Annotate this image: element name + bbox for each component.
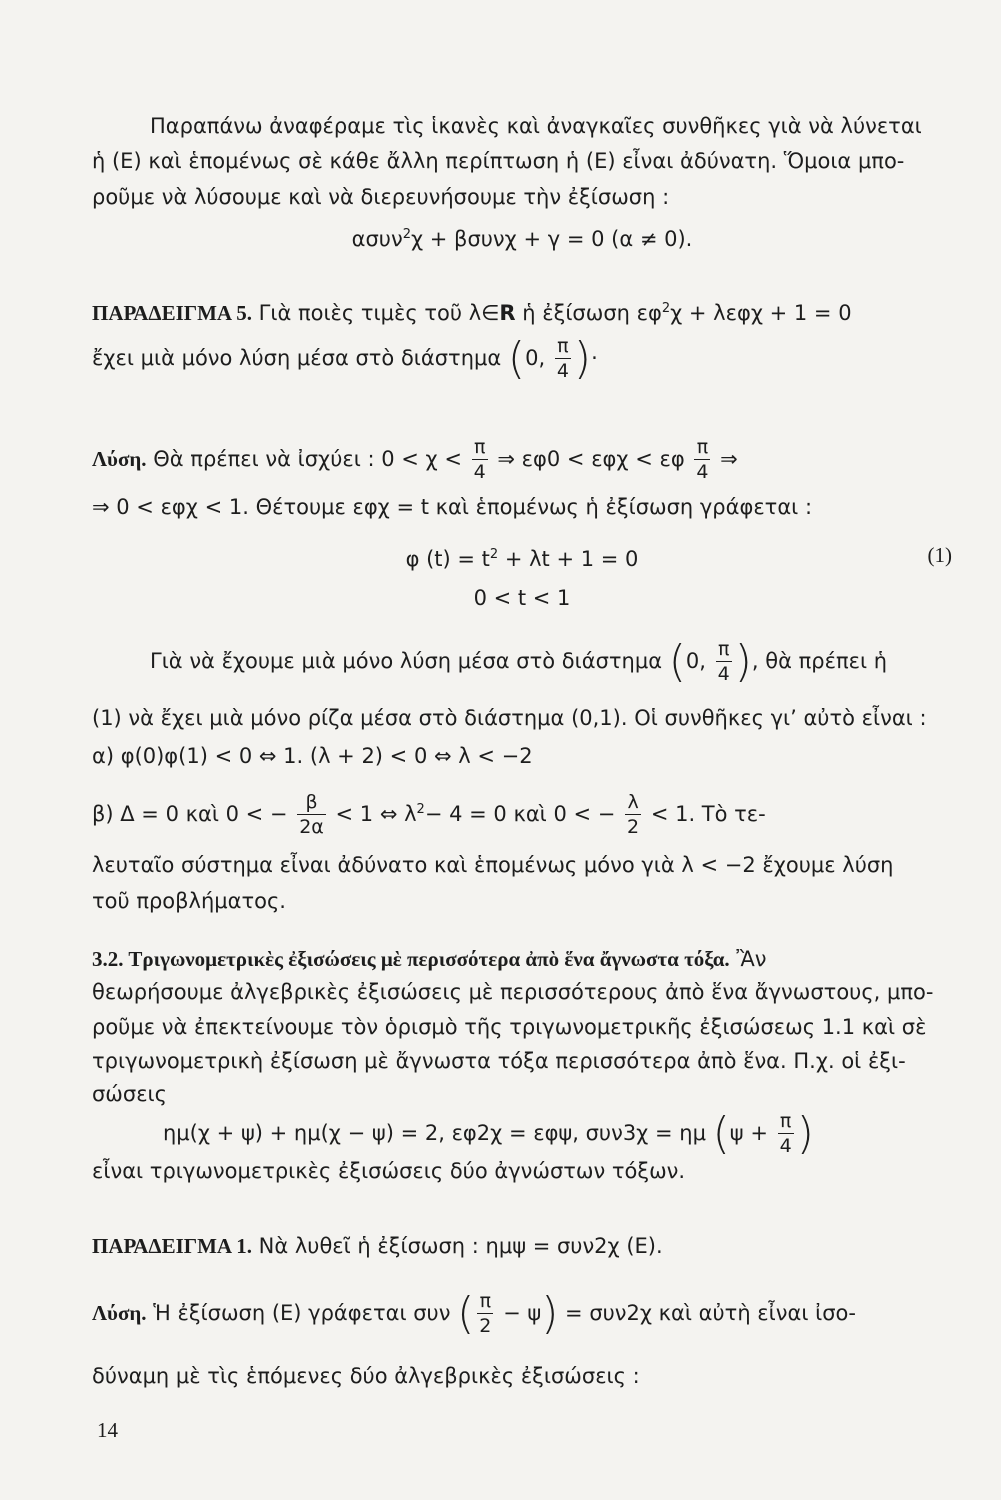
intro-line-2: ἡ (E) καὶ ἑπομένως σὲ κάθε ἄλλη περίπτωση ἡ (E) εἶναι ἀδύνατη. Ὅμοια μπο- [92,149,905,173]
intro-line-1: Παραπάνω ἀναφέραμε τὶς ἱκανὲς καὶ ἀναγκαῖες συνθῆκες γιὰ νὰ λύνεται [150,114,922,138]
intro-line-3: ροῦμε νὰ λύσουμε καὶ νὰ διερευνήσουμε τὴν ἐξίσωση : [92,185,670,209]
example-5-statement: ΠΑΡΑΔΕΙΓΜΑ 5. Γιὰ ποιὲς τιμὲς τοῦ λ∈R ἡ ἐξίσωση $\varepsilon\varphi^2\chi + \lambda\varepsilon\varphi\chi + 1 = 0$ [92,301,852,325]
equation-1-number: (1) [927,543,952,567]
section-3-2-line-3: ροῦμε νὰ ἐπεκτείνουμε τὸν ὁρισμὸ τῆς τριγωνομετρικῆς ἐξισώσεως 1.1 καὶ σὲ [92,1015,927,1039]
solution-5-line-4: (1) νὰ ἔχει μιὰ μόνο ρίζα μέσα στὸ διάστημα (0,1). Οἱ συνθῆκες γι’ αὐτὸ εἶναι : [92,706,927,730]
section-3-2-line-4: τριγωνομετρικὴ ἐξίσωση μὲ ἄγνωστα τόξα περισσότερα ἀπὸ ἕνα. Π.χ. οἱ ἐξι- [92,1049,906,1073]
solution-5-line-7: λευταῖο σύστημα εἶναι ἀδύνατο καὶ ἑπομένως μόνο γιὰ λ < −2 ἔχουμε λύση [92,853,894,877]
page-number: 14 [97,1418,118,1442]
solution-5-line-1: Λύση. Θὰ πρέπει νὰ ἰσχύει : 0 < χ < $\frac{\pi}{4}$ ⇒ εφ0 < εφχ < εφ $\frac{\pi}{4}$ ⇒ [92,436,738,483]
example-5-label: ΠΑΡΑΔΕΙΓΜΑ 5. [92,301,252,325]
example-1-statement: ΠΑΡΑΔΕΙΓΜΑ 1. Νὰ λυθεῖ ἡ ἐξίσωση : ημψ = συν2χ (E). [92,1234,663,1258]
example-5-interval-line: ἔχει μιὰ μόνο λύση μέσα στὸ διάστημα (0, $\frac{\pi}{4}$ )· [92,333,598,384]
section-3-2-heading: 3.2. Τριγωνομετρικὲς ἐξισώσεις μὲ περισσότερα ἀπὸ ἕνα ἄγνωστα τόξα. Ἂν [92,947,767,971]
solution-1-label: Λύση. [92,1301,147,1325]
condition-a: α) φ(0)φ(1) < 0 ⇔ 1. (λ + 2) < 0 ⇔ λ < −2 [92,744,533,768]
solution-5-line-2: ⇒ 0 < εφχ < 1. Θέτουμε εφχ = t καὶ ἑπομένως ἡ ἐξίσωση γράφεται : [92,495,813,519]
section-3-2-line-6: εἶναι τριγωνομετρικὲς ἐξισώσεις δύο ἀγνώστων τόξων. [92,1159,686,1183]
example-equations: ημ(χ + ψ) + ημ(χ − ψ) = 2, εφ2χ = εφψ, συν3χ = ημ (ψ + $\frac{\pi}{4}$ ) [163,1108,814,1159]
solution-5-line-3: Γιὰ νὰ ἔχουμε μιὰ μόνο λύση μέσα στὸ διάστημα (0, $\frac{\pi}{4}$ ), θὰ πρέπει ἡ [150,636,888,687]
equation-1: φ $(t) = t^2 + \lambda t + 1 = 0$ (1) [405,543,952,571]
solution-1-line-2: δύναμη μὲ τὶς ἑπόμενες δύο ἀλγεβρικὲς ἐξισώσεις : [92,1364,640,1388]
equation-2: 0 < t < 1 [473,586,571,610]
solution-5-line-8: τοῦ προβλήματος. [92,889,286,913]
section-title: 3.2. Τριγωνομετρικὲς ἐξισώσεις μὲ περισσότερα ἀπὸ ἕνα ἄγνωστα τόξα. [92,947,730,971]
example-1-label: ΠΑΡΑΔΕΙΓΜΑ 1. [92,1234,252,1258]
solution-5-label: Λύση. [92,447,147,471]
solution-1-line-1: Λύση. Ἡ ἐξίσωση (E) γράφεται συν ( $\frac{\pi}{2}$ − ψ) = συν2χ καὶ αὐτὴ εἶναι ἰσο- [92,1288,856,1339]
condition-b: β) Δ = 0 καὶ 0 < − $\frac{\beta}{2\alpha}$ < 1 ⇔ $\lambda^2- 4 = 0$ καὶ 0 < − $\frac{\lambda}{2}$ < 1. Τὸ τε- [92,791,766,838]
general-equation: ασυν$^2$χ + βσυνχ + γ = 0 (α ≠ 0). [351,227,693,251]
section-3-2-line-2: θεωρήσουμε ἀλγεβρικὲς ἐξισώσεις μὲ περισσότερους ἀπὸ ἕνα ἄγνωστους, μπο- [92,980,934,1004]
section-3-2-line-5: σώσεις [92,1082,167,1106]
